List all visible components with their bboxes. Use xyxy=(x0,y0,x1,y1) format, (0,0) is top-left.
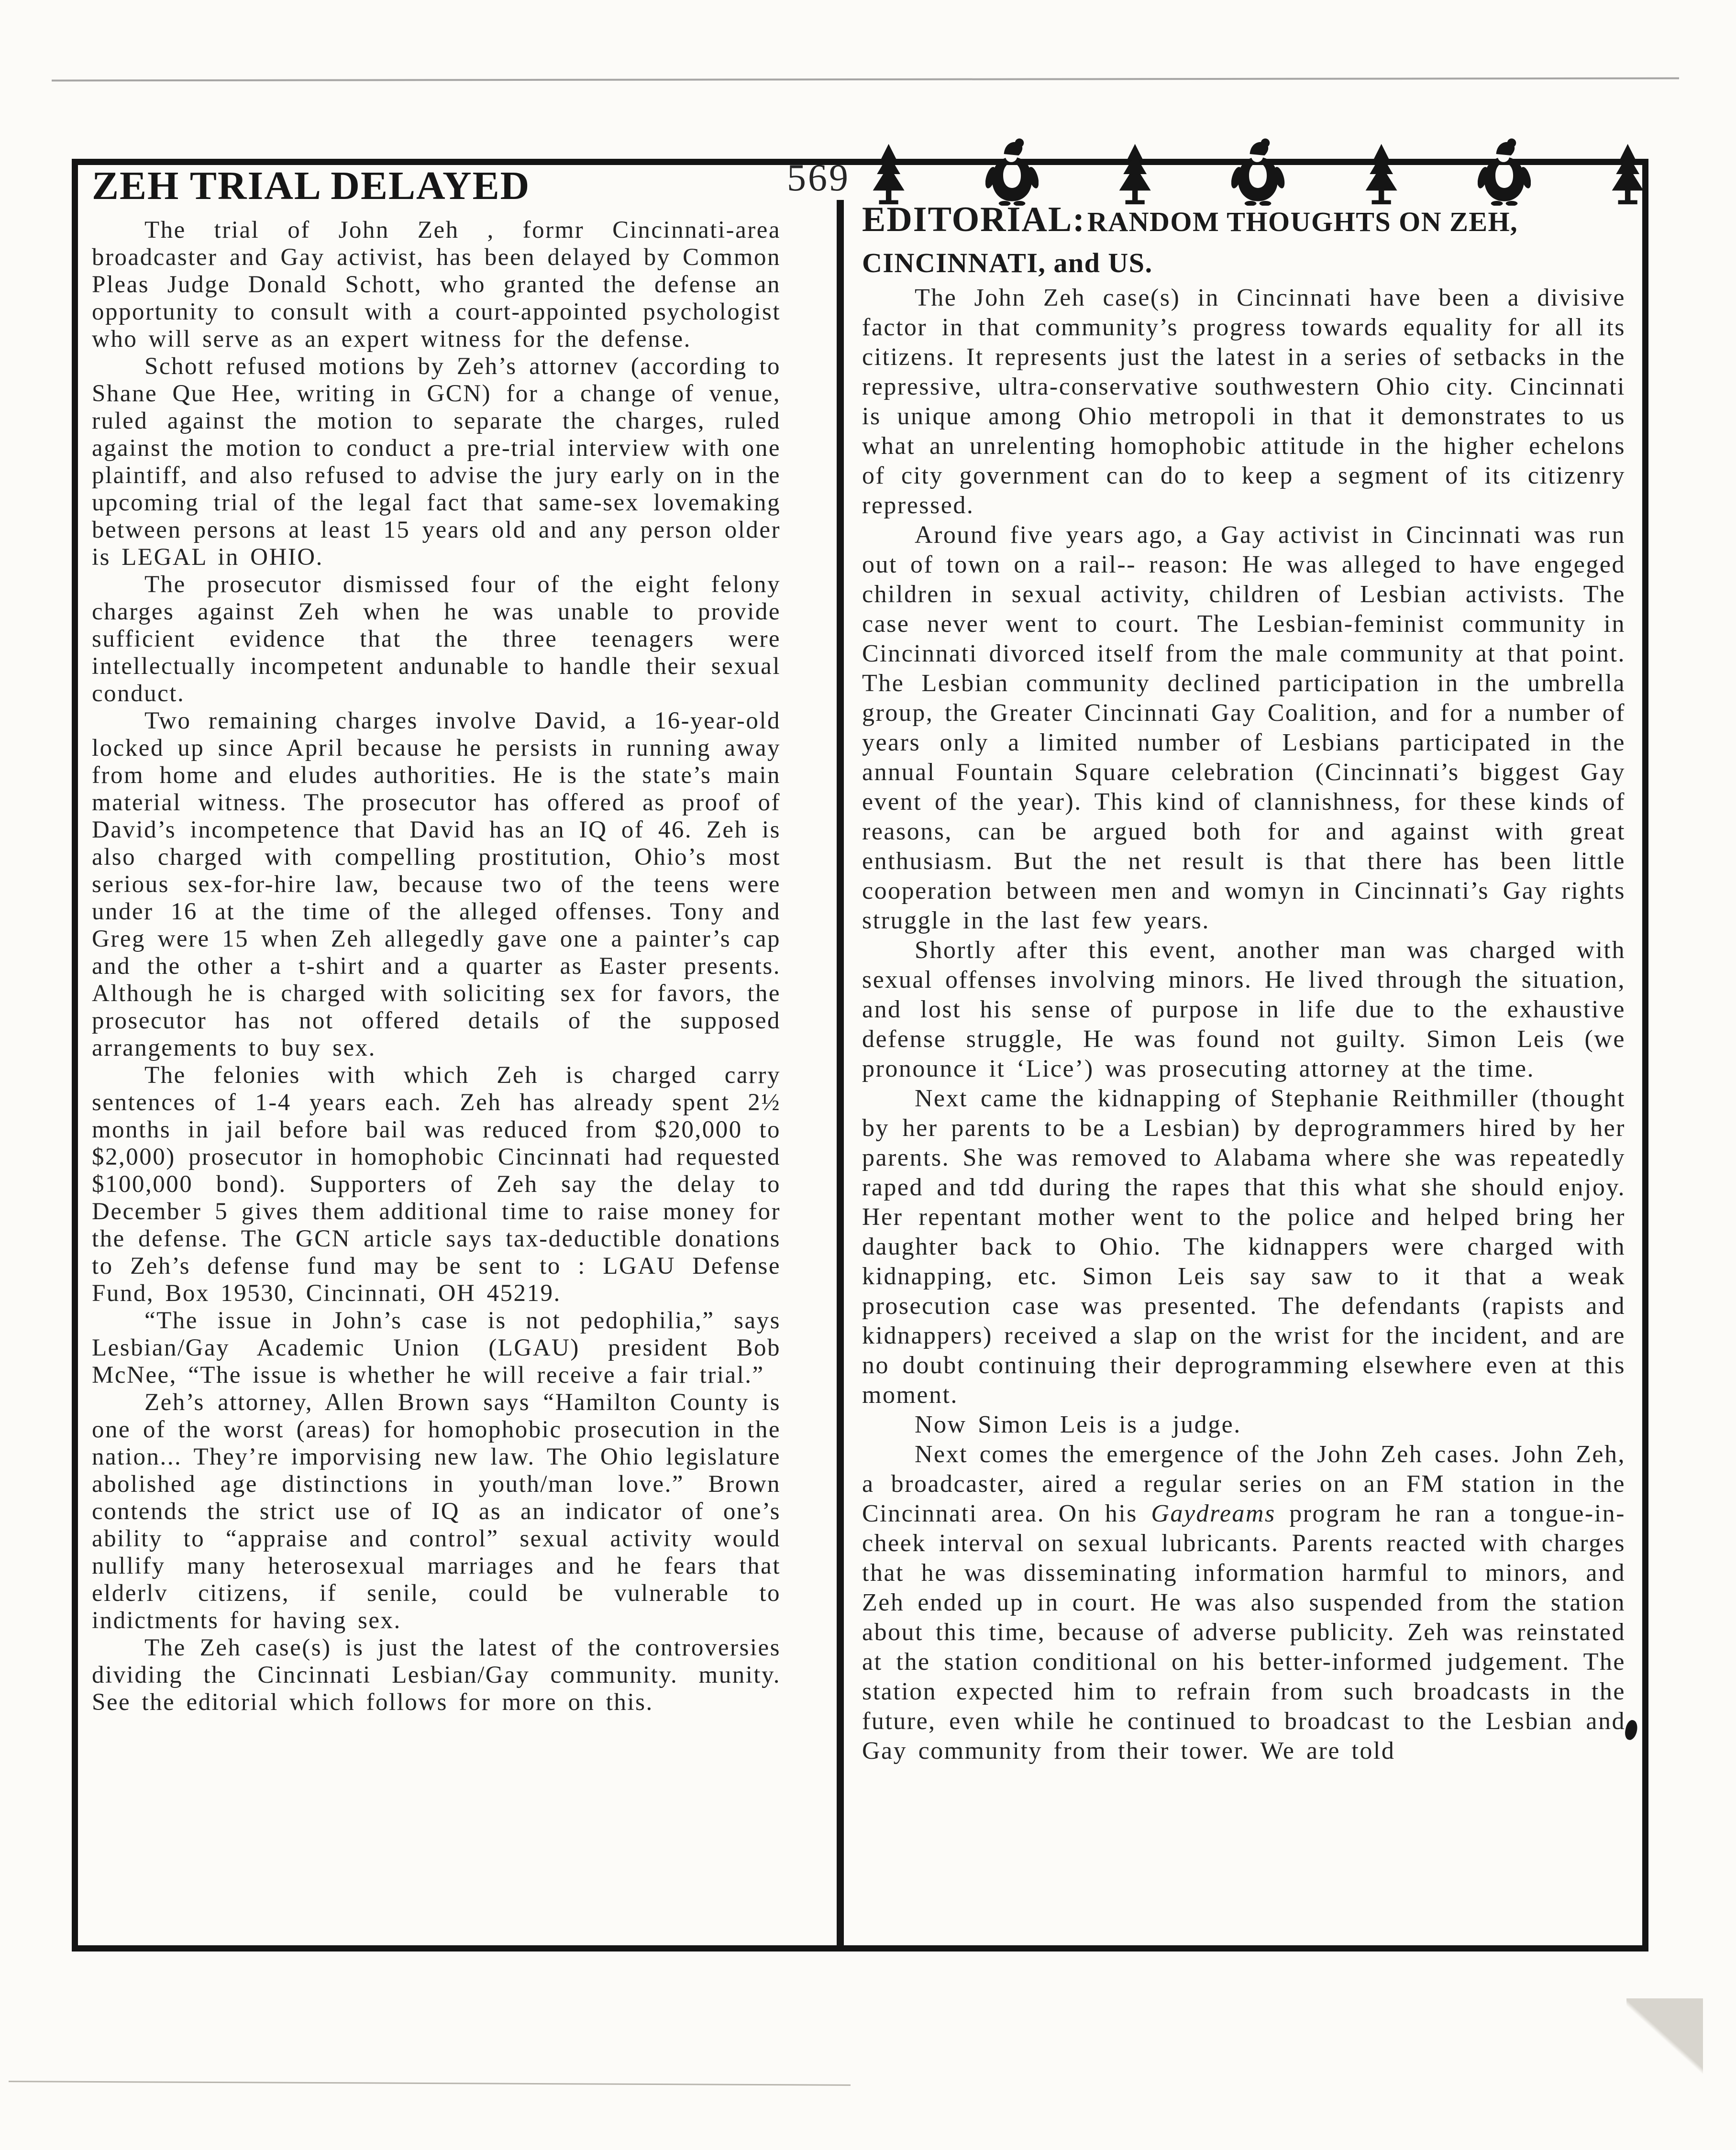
scan-artifact-top-edge xyxy=(52,77,1679,82)
editorial-headline-line1: RANDOM THOUGHTS ON ZEH, xyxy=(1087,206,1518,237)
article-body xyxy=(92,217,781,1716)
paragraph: “The issue in John’s case is not pedophilia,” says Lesbian/Gay Academic Union (LGAU) president Bob McNee, “The issue is whether he will receive a fair trial.” xyxy=(92,1307,781,1389)
scan-artifact-bottom-edge xyxy=(9,2081,851,2086)
paragraph: Next comes the emergence of the John Zeh cases. John Zeh, a broadcaster, aired a regular series on an FM station in the Cincinnati area. On his Gaydreams program he ran a tongue-in-cheek interval on sexual lubricants. Parents reacted with charges that he was disseminating information harmful to minors, and Zeh ended up in court. He was also suspended from the station about this time, because of adverse publicity. Zeh was reinstated at the station conditional on his better-informed judgement. The station expected him to refrain from such broadcasts in the future, even while he continued to broadcast to the Lesbian and Gay community from their tower. We are told xyxy=(862,1441,1625,1764)
paragraph: Shortly after this event, another man was charged with sexual offenses involving minors. He lived through the situation, and lost his sense of purpose in life due to the exhaustive defense struggle, He was found not guilty. Simon Leis (we pronounce it ‘Lice’) was prosecuting attorney at the time. xyxy=(862,937,1625,1082)
santa-icon xyxy=(1478,138,1531,206)
paragraph: The trial of John Zeh , formr Cincinnati-area broadcaster and Gay activist, has been delayed by Common Pleas Judge Donald Schott, who granted the defense an opportunity to consult with a court-appointed psychologist who will serve as an expert witness for the defense. xyxy=(92,217,781,353)
article-zeh-trial xyxy=(92,163,781,1945)
paragraph: The prosecutor dismissed four of the eight felony charges against Zeh when he was unable to provide sufficient evidence that the three teenagers were intellectually incompetent andunable to handle their sexual conduct. xyxy=(92,571,781,707)
holiday-icons-row xyxy=(864,138,1652,206)
column-divider xyxy=(837,200,844,1946)
paragraph: Next came the kidnapping of Stephanie Reithmiller (thought by her parents to be a Lesbian) by deprogrammers hired by her parents. She was removed to Alabama where she was repeatedly raped and tdd during the rapes that this what she should enjoy. Her repentant mother went to the police and helped bring her daughter back to Ohio. The kidnappers were charged with kidnapping, etc. Simon Leis say saw to it that a weak prosecution case was presented. The defendants (rapists and kidnappers) received a slap on the wrist for the incident, and are no doubt continuing their deprogramming elsewhere even at this moment. xyxy=(862,1085,1625,1409)
paragraph: Around five years ago, a Gay activist in Cincinnati was run out of town on a rail-- reason: He was alleged to have engeged children in sexual activity, children of Lesbian activists. The case never went to court. The Lesbian-feminist community in Cincinnati divorced itself from the male community at that point. The Lesbian community declined participation in the umbrella group, the Greater Cincinnati Gay Coalition, and for a number of years only a limited number of Lesbians participated in the annual Fountain Square celebration (Cincinnati’s biggest Gay event of the year). This kind of clannishness, for these kinds of reasons, can be argued both for and against with great enthusiasm. But the net result is that there has been little cooperation between men and womyn in Cincinnati’s Gay rights struggle in the last few years. xyxy=(862,521,1625,934)
paragraph: Now Simon Leis is a judge. xyxy=(915,1411,1241,1438)
editorial-headline-line2: CINCINNATI, and US. xyxy=(862,247,1153,278)
article-editorial xyxy=(862,201,1625,1947)
editorial-headline-lead: EDITORIAL: xyxy=(862,201,1085,239)
article-headline: ZEH TRIAL DELAYED xyxy=(92,164,531,208)
christmas-tree-icon xyxy=(1603,143,1652,206)
paragraph: Two remaining charges involve David, a 16-year-old locked up since April because he persists in running away from home and eludes authorities. He is the state’s main material witness. The prosecutor has offered as proof of David’s incompetence that David has an IQ of 46. Zeh is also charged with compelling prostitution, Ohio’s most serious sex-for-hire law, because two of the teens were under 16 at the time of the alleged offenses. Tony and Greg were 15 when Zeh allegedly gave one a painter’s cap and the other a t-shirt and a quarter as Easter presents. Although he is charged with soliciting sex for favors, the prosecutor has not offered details of the supposed arrangements to buy sex. xyxy=(92,707,781,1061)
christmas-tree-icon xyxy=(1357,143,1406,206)
paragraph: Schott refused motions by Zeh’s attornev (according to Shane Que Hee, writing in GCN) for a change of venue, ruled against the motion to separate the charges, ruled against the motion to conduct a pre-trial interview with one plaintiff, and also refused to advise the jury early on in the upcoming trial of the legal fact that same-sex lovemaking between persons at least 15 years old and any person older is LEGAL in OHIO. xyxy=(92,353,781,571)
christmas-tree-icon xyxy=(1110,143,1160,206)
editorial-body xyxy=(862,283,1625,1766)
santa-icon xyxy=(985,138,1039,206)
paragraph: The John Zeh case(s) in Cincinnati have been a divisive factor in that community’s progress towards equality for all its citizens. It represents just the latest in a series of setbacks in the repressive, ultra-conservative southwestern Ohio city. Cincinnati is unique among Ohio metropoli in that it demonstrates to us what an unrelenting homophobic attitude in the higher echelons of city government can do to keep a segment of its citizenry repressed. xyxy=(862,284,1625,519)
santa-icon xyxy=(1231,138,1284,206)
editorial-headline xyxy=(862,201,1625,278)
italic-text: Gaydreams xyxy=(1151,1500,1276,1527)
christmas-tree-icon xyxy=(864,143,913,206)
paragraph: The felonies with which Zeh is charged carry sentences of 1-4 years each. Zeh has already spent 2½ months in jail before bail was reduced from $20,000 to $2,000) prosecutor in homophobic Cincinnati had requested $100,000 bond). Supporters of Zeh say the delay to December 5 gives them additional time to raise money for the defense. The GCN article says tax-deductible donations to Zeh’s defense fund may be sent to : LGAU Defense Fund, Box 19530, Cincinnati, OH 45219. xyxy=(92,1062,781,1307)
paragraph: Zeh’s attorney, Allen Brown says “Hamilton County is one of the worst (areas) for homophobic prosecution in the nation... They’re imporvising new law. The Ohio legislature abolished age distinctions in youth/man love.” Brown contends the strict use of IQ as an indicator of one’s ability to “appraise and control” sexual activity would nullify many heterosexual marriages and he fears that elderlv citizens, if senile, could be vulnerable to indictments for having sex. xyxy=(92,1389,781,1634)
folded-corner xyxy=(1626,1998,1703,2082)
page-number: 569 xyxy=(787,157,850,199)
paragraph: The Zeh case(s) is just the latest of the controversies dividing the Cincinnati Lesbian/Gay community. munity. See the editorial which follows for more on this. xyxy=(92,1634,781,1716)
